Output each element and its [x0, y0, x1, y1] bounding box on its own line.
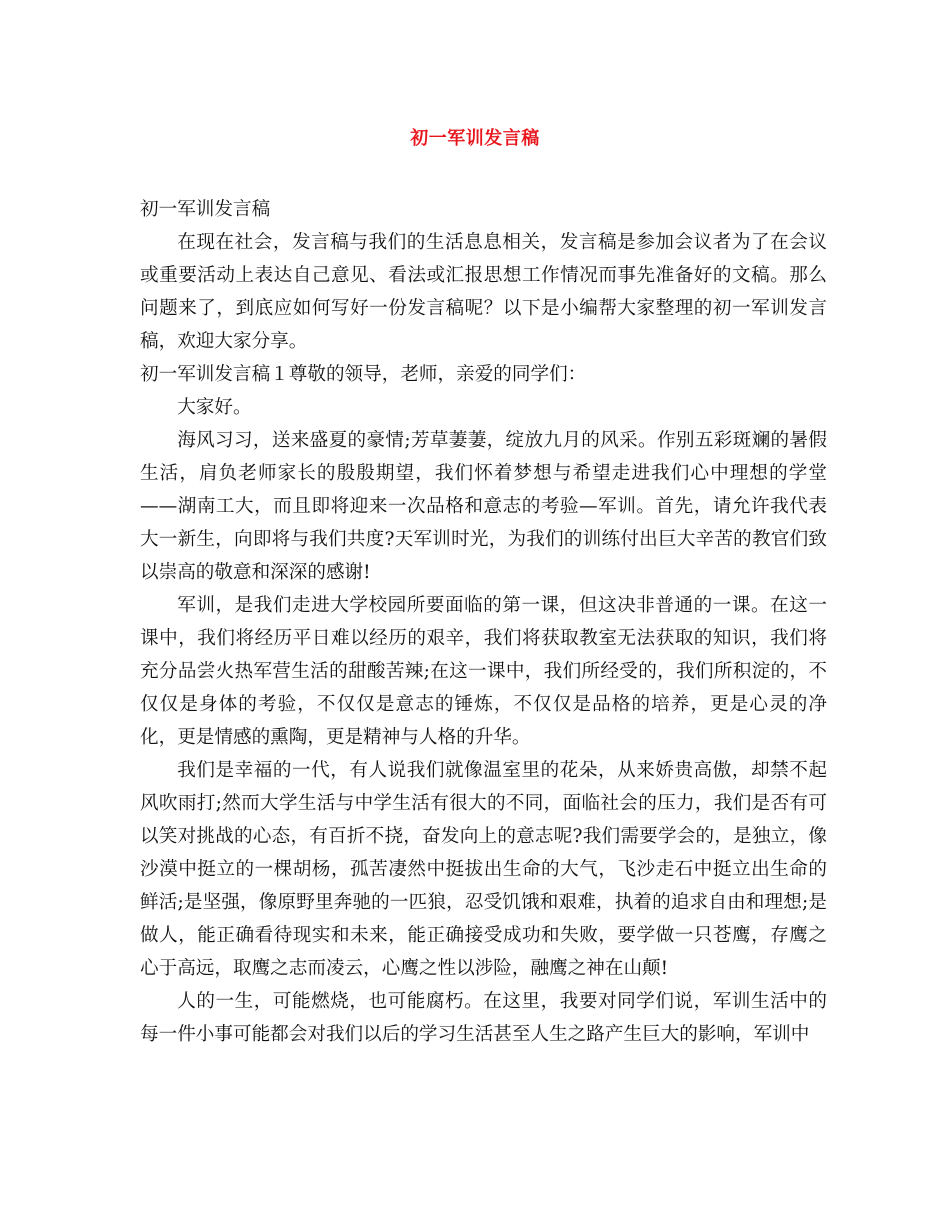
paragraph-body: 海风习习，送来盛夏的豪情;芳草萋萋，绽放九月的风采。作别五彩斑斓的暑假生活，肩负老师家长的殷殷期望，我们怀着梦想与希望走进我们心中理想的学堂——湖南工大，而且即将迎来一次品格和意志的考验—军训。首先，请允许我代表大一新生，向即将与我们共度?天军训时光，为我们的训练付出巨大辛苦的教官们致以崇高的敬意和深深的感谢! — [140, 430, 827, 583]
paragraph-intro: 在现在社会，发言稿与我们的生活息息相关，发言稿是参加会议者为了在会议或重要活动上表达自己意见、看法或汇报思想工作情况而事先准备好的文稿。那么问题来了，到底应如何写好一份发言稿呢？以下是小编帮大家整理的初一军训发言稿，欢迎大家分享。 — [140, 232, 827, 352]
paragraph-body: 人的一生，可能燃烧，也可能腐朽。在这里，我要对同学们说，军训生活中的每一件小事可能都会对我们以后的学习生活甚至人生之路产生巨大的影响，军训中 — [140, 991, 827, 1045]
paragraph-body: 我们是幸福的一代，有人说我们就像温室里的花朵，从来娇贵高傲，却禁不起风吹雨打;然而大学生活与中学生活有很大的不同，面临社会的压力，我们是否有可以笑对挑战的心态，有百折不挠，奋发向上的意志呢?我们需要学会的，是独立，像沙漠中挺立的一棵胡杨，孤苦凄然中挺拔出生命的大气，飞沙走石中挺立出生命的鲜活;是坚强，像原野里奔驰的一匹狼，忍受饥饿和艰难，执着的追求自由和理想;是做人，能正确看待现实和未来，能正确接受成功和失败，要学做一只苍鹰，存鹰之心于高远，取鹰之志而凌云，心鹰之性以涉险，融鹰之神在山颠! — [140, 760, 827, 979]
document-body — [140, 193, 827, 1051]
paragraph-heading: 初一军训发言稿 — [140, 199, 271, 220]
document-title: 初一军训发言稿 — [410, 128, 540, 149]
paragraph-salutation: 初一军训发言稿１尊敬的领导，老师，亲爱的同学们： — [140, 364, 587, 385]
paragraph-greeting: 大家好。 — [177, 397, 252, 418]
paragraph-body: 军训，是我们走进大学校园所要面临的第一课，但这决非普通的一课。在这一课中，我们将经历平日难以经历的艰辛，我们将获取教室无法获取的知识，我们将充分品尝火热军营生活的甜酸苦辣;在这一课中，我们所经受的，我们所积淀的，不仅仅是身体的考验，不仅仅是意志的锤炼，不仅仅是品格的培养，更是心灵的净化，更是情感的熏陶，更是精神与人格的升华。 — [140, 595, 827, 748]
